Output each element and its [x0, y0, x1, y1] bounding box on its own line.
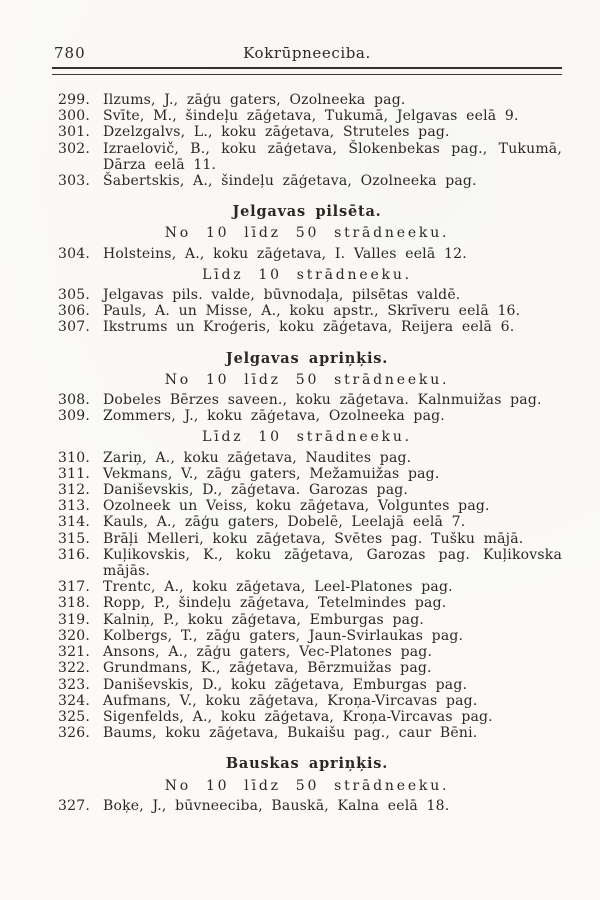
entry-number: 312. [58, 482, 90, 499]
directory-entry [52, 319, 562, 335]
entry-text: Ilzums, J., zāģu gaters, Ozolneeka pag. [103, 92, 406, 108]
page-number: 780 [54, 44, 86, 62]
directory-entry [52, 246, 562, 262]
entry-text: Baums, koku zāģetava, Bukaišu pag., caur Bēni. [103, 725, 478, 742]
section-subheading: No 10 līdz 50 strādneeku. [164, 777, 450, 794]
entry-text: Zommers, J., koku zāģetava, Ozolneeka pag. [103, 408, 445, 425]
page-body [52, 92, 562, 814]
directory-entry [52, 450, 562, 466]
entry-text: Vekmans, V., zāģu gaters, Mežamuižas pag. [103, 465, 440, 482]
entry-number: 301. [58, 124, 90, 141]
entry-text: Zariņ, A., koku zāģetava, Naudites pag. [103, 449, 412, 466]
entry-text: Dobeles Bērzes saveen., koku zāģetava. Kalnmuižas pag. [103, 392, 542, 409]
directory-entry [52, 108, 562, 124]
entry-text: Aufmans, V., koku zāģetava, Kroņa-Vircavas pag. [103, 692, 478, 709]
section-subheading: Līdz 10 strādneeku. [202, 266, 412, 283]
directory-entry [52, 798, 562, 814]
entry-text: Brāļi Melleri, koku zāģetava, Svētes pag. Tušku mājā. [103, 530, 524, 547]
entry-number: 319. [58, 611, 90, 628]
section-heading: Jelgavas apriņķis. [225, 349, 389, 367]
entry-text: Grundmans, K., zāģetava, Bērzmuižas pag. [103, 660, 432, 677]
header-divider [52, 67, 562, 75]
entry-number: 307. [58, 319, 90, 336]
entry-number: 309. [58, 408, 90, 425]
directory-entry [52, 612, 562, 628]
entry-number: 327. [58, 797, 90, 814]
entry-number: 313. [58, 498, 90, 515]
entry-number: 326. [58, 725, 90, 742]
section-subheading: Līdz 10 strādneeku. [202, 429, 412, 446]
directory-entry [52, 693, 562, 709]
entry-text: Ropp, P., šindeļu zāģetava, Tetelmindes pag. [103, 595, 447, 612]
entry-text: Daniševskis, D., zāģetava. Garozas pag. [103, 482, 409, 499]
entry-number: 318. [58, 595, 90, 612]
entry-number: 316. [58, 546, 90, 563]
entry-number: 317. [58, 579, 90, 596]
entry-number: 302. [58, 140, 90, 157]
entry-number: 305. [58, 287, 90, 304]
section-subheading: No 10 līdz 50 strādneeku. [164, 225, 450, 242]
directory-entry [52, 514, 562, 530]
entry-text: Dzelzgalvs, L., koku zāģetava, Struteles pag. [103, 124, 450, 141]
directory-entry [52, 579, 562, 595]
entry-number: 322. [58, 660, 90, 677]
entry-number: 324. [58, 692, 90, 709]
entry-text: Šabertskis, A., šindeļu zāģetava, Ozolneeka pag. [103, 173, 477, 190]
entry-text: Jelgavas pils. valde, būvnodaļa, pilsētas valdē. [103, 287, 461, 304]
entry-number: 310. [58, 449, 90, 466]
directory-entry [52, 498, 562, 514]
directory-entry [52, 725, 562, 741]
directory-entry [52, 677, 562, 693]
entry-number: 299. [58, 92, 90, 108]
entry-text: Holsteins, A., koku zāģetava, I. Valles eelā 12. [103, 245, 467, 262]
entry-text: Kolbergs, T., zāģu gaters, Jaun-Svirlaukas pag. [103, 627, 464, 644]
entry-number: 303. [58, 173, 90, 190]
entry-number: 308. [58, 392, 90, 409]
section-heading: Jelgavas pilsēta. [232, 203, 382, 221]
directory-entry [52, 628, 562, 644]
entry-text: Trentc, A., koku zāģetava, Leel-Platones pag. [103, 579, 453, 596]
entry-text: Ansons, A., zāģu gaters, Vec-Platones pag. [103, 644, 433, 661]
entry-text: Svīte, M., šindeļu zāģetava, Tukumā, Jelgavas eelā 9. [103, 108, 519, 125]
entry-number: 300. [58, 108, 90, 125]
directory-entry [52, 466, 562, 482]
entry-number: 306. [58, 303, 90, 320]
entry-text: Izraelovič, B., koku zāģetava, Šlokenbekas pag., Tukumā, Dārza eelā 11. [103, 140, 562, 173]
directory-entry [52, 709, 562, 725]
entry-text: Boķe, J., būvneeciba, Bauskā, Kalna eelā 18. [103, 797, 450, 814]
section-subheading: No 10 līdz 50 strādneeku. [164, 371, 450, 388]
directory-entry [52, 124, 562, 140]
entry-number: 311. [58, 465, 90, 482]
directory-entry [52, 287, 562, 303]
entry-text: Ikstrums un Kroģeris, koku zāģetava, Reijera eelā 6. [103, 319, 515, 336]
entry-text: Ozolneek un Veiss, koku zāģetava, Volguntes pag. [103, 498, 490, 515]
page-header [52, 44, 562, 64]
directory-entry [52, 392, 562, 408]
entry-text: Kauls, A., zāģu gaters, Dobelē, Leelajā eelā 7. [103, 514, 466, 531]
entry-number: 325. [58, 708, 90, 725]
directory-entry [52, 595, 562, 611]
entry-text: Kalniņ, P., koku zāģetava, Emburgas pag. [103, 611, 425, 628]
entry-number: 304. [58, 245, 90, 262]
directory-entry [52, 173, 562, 189]
directory-entry [52, 303, 562, 319]
directory-entry [52, 531, 562, 547]
entry-number: 320. [58, 627, 90, 644]
directory-entry [52, 408, 562, 424]
directory-entry [52, 141, 562, 173]
entry-number: 315. [58, 530, 90, 547]
directory-entry [52, 547, 562, 579]
entry-text: Pauls, A. un Misse, A., koku apstr., Skrīveru eelā 16. [103, 303, 521, 320]
directory-entry [52, 660, 562, 676]
entry-text: Daniševskis, D., koku zāģetava, Emburgas pag. [103, 676, 468, 693]
page-title: Kokrūpneeciba. [243, 44, 371, 62]
directory-entry [52, 482, 562, 498]
section-heading: Bauskas apriņķis. [225, 755, 389, 773]
entry-number: 321. [58, 644, 90, 661]
entry-number: 323. [58, 676, 90, 693]
entry-text: Kuļikovskis, K., koku zāģetava, Garozas pag. Kuļikovska mājās. [103, 546, 562, 580]
entry-text: Sigenfelds, A., koku zāģetava, Kroņa-Vircavas pag. [103, 708, 493, 725]
directory-entry [52, 92, 562, 108]
directory-entry [52, 644, 562, 660]
entry-number: 314. [58, 514, 90, 531]
